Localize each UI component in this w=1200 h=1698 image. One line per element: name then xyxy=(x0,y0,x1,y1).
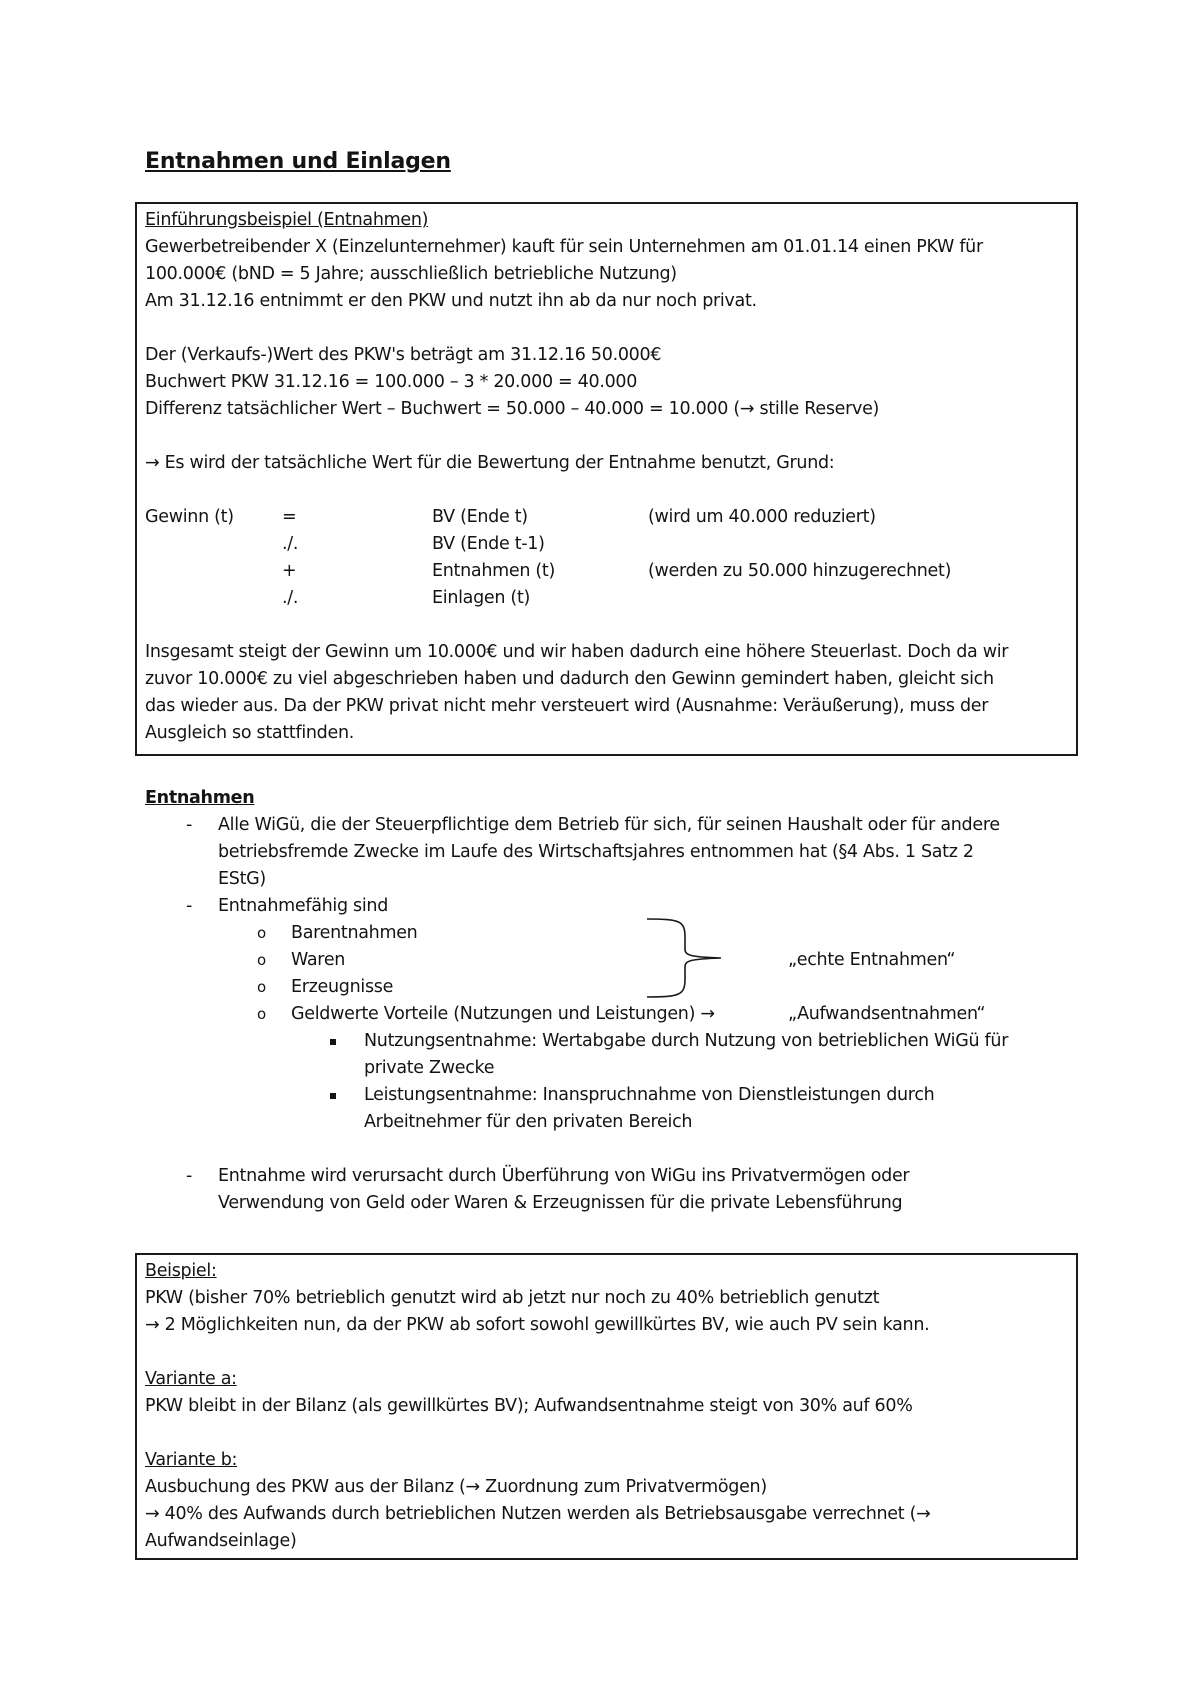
formula-term: BV (Ende t-1) xyxy=(432,534,545,554)
dash-bullet: - xyxy=(186,896,193,916)
intro-line: 100.000€ (bND = 5 Jahre; ausschließlich betriebliche Nutzung) xyxy=(145,264,677,284)
sub-item: Waren xyxy=(291,950,346,970)
formula-note: (werden zu 50.000 hinzugerechnet) xyxy=(648,561,952,581)
variant-a-text: PKW bleibt in der Bilanz (als gewillkürtes BV); Aufwandsentnahme steigt von 30% auf 60% xyxy=(145,1396,913,1416)
intro-line: Der (Verkaufs-)Wert des PKW's beträgt am 31.12.16 50.000€ xyxy=(145,345,662,365)
variant-b-line: Ausbuchung des PKW aus der Bilanz (→ Zuordnung zum Privatvermögen) xyxy=(145,1477,767,1497)
intro-line: Gewerbetreibender X (Einzelunternehmer) kauft für sein Unternehmen am 01.01.14 einen PKW für xyxy=(145,237,983,257)
list-item-text: Entnahme wird verursacht durch Überführung von WiGu ins Privatvermögen oder xyxy=(218,1166,910,1186)
echte-entnahmen-label: „echte Entnahmen“ xyxy=(788,950,956,970)
list-item-text: Verwendung von Geld oder Waren & Erzeugnissen für die private Lebensführung xyxy=(218,1193,903,1213)
list-item-text: EStG) xyxy=(218,869,266,889)
intro-line: Differenz tatsächlicher Wert – Buchwert = 50.000 – 40.000 = 10.000 (→ stille Reserve) xyxy=(145,399,880,419)
conclusion-line: zuvor 10.000€ zu viel abgeschrieben haben und dadurch den Gewinn gemindert haben, gleicht sich xyxy=(145,669,994,689)
variant-b-heading: Variante b: xyxy=(145,1450,238,1470)
circle-bullet: o xyxy=(257,924,267,942)
subsub-item: Nutzungsentnahme: Wertabgabe durch Nutzung von betrieblichen WiGü für xyxy=(364,1031,1009,1051)
formula-operator: = xyxy=(282,507,297,527)
intro-heading: Einführungsbeispiel (Entnahmen) xyxy=(145,210,429,230)
sub-item: Erzeugnisse xyxy=(291,977,394,997)
example-line: → 2 Möglichkeiten nun, da der PKW ab sofort sowohl gewillkürtes BV, wie auch PV sein kann. xyxy=(145,1315,930,1335)
formula-term: Einlagen (t) xyxy=(432,588,531,608)
formula-operator: + xyxy=(282,561,297,581)
circle-bullet: o xyxy=(257,951,267,969)
variant-b-line: Aufwandseinlage) xyxy=(145,1531,297,1551)
intro-line: Am 31.12.16 entnimmt er den PKW und nutzt ihn ab da nur noch privat. xyxy=(145,291,757,311)
square-bullet xyxy=(330,1039,336,1045)
subsub-item: private Zwecke xyxy=(364,1058,495,1078)
subsub-item: Leistungsentnahme: Inanspruchnahme von Dienstleistungen durch xyxy=(364,1085,935,1105)
example-line: PKW (bisher 70% betrieblich genutzt wird ab jetzt nur noch zu 40% betrieblich genutzt xyxy=(145,1288,880,1308)
dash-bullet: - xyxy=(186,815,193,835)
subsub-item: Arbeitnehmer für den privaten Bereich xyxy=(364,1112,693,1132)
variant-b-line: → 40% des Aufwands durch betrieblichen Nutzen werden als Betriebsausgabe verrechnet (→ xyxy=(145,1504,931,1524)
example-heading: Beispiel: xyxy=(145,1261,217,1281)
dash-bullet: - xyxy=(186,1166,193,1186)
list-item-text: Alle WiGü, die der Steuerpflichtige dem Betrieb für sich, für seinen Haushalt oder für andere xyxy=(218,815,1000,835)
sub-item: Barentnahmen xyxy=(291,923,418,943)
formula-operator: ./. xyxy=(282,534,299,554)
formula-operator: ./. xyxy=(282,588,299,608)
square-bullet xyxy=(330,1093,336,1099)
list-item-text: betriebsfremde Zwecke im Laufe des Wirtschaftsjahres entnommen hat (§4 Abs. 1 Satz 2 xyxy=(218,842,974,862)
sub-item: Geldwerte Vorteile (Nutzungen und Leistungen) → xyxy=(291,1004,715,1024)
circle-bullet: o xyxy=(257,1005,267,1023)
formula-label: Gewinn (t) xyxy=(145,507,234,527)
intro-line: Buchwert PKW 31.12.16 = 100.000 – 3 * 20.000 = 40.000 xyxy=(145,372,638,392)
curly-brace-icon xyxy=(645,917,725,999)
formula-term: Entnahmen (t) xyxy=(432,561,556,581)
conclusion-line: Insgesamt steigt der Gewinn um 10.000€ und wir haben dadurch eine höhere Steuerlast. Doch da wir xyxy=(145,642,1009,662)
intro-line: → Es wird der tatsächliche Wert für die Bewertung der Entnahme benutzt, Grund: xyxy=(145,453,835,473)
section-heading-entnahmen: Entnahmen xyxy=(145,788,255,808)
list-item-text: Entnahmefähig sind xyxy=(218,896,389,916)
formula-term: BV (Ende t) xyxy=(432,507,528,527)
aufwandsentnahmen-label: „Aufwandsentnahmen“ xyxy=(788,1004,986,1024)
formula-note: (wird um 40.000 reduziert) xyxy=(648,507,876,527)
circle-bullet: o xyxy=(257,978,267,996)
conclusion-line: Ausgleich so stattfinden. xyxy=(145,723,355,743)
conclusion-line: das wieder aus. Da der PKW privat nicht mehr versteuert wird (Ausnahme: Veräußerung), muss der xyxy=(145,696,989,716)
variant-a-heading: Variante a: xyxy=(145,1369,237,1389)
page-title: Entnahmen und Einlagen xyxy=(145,149,451,174)
